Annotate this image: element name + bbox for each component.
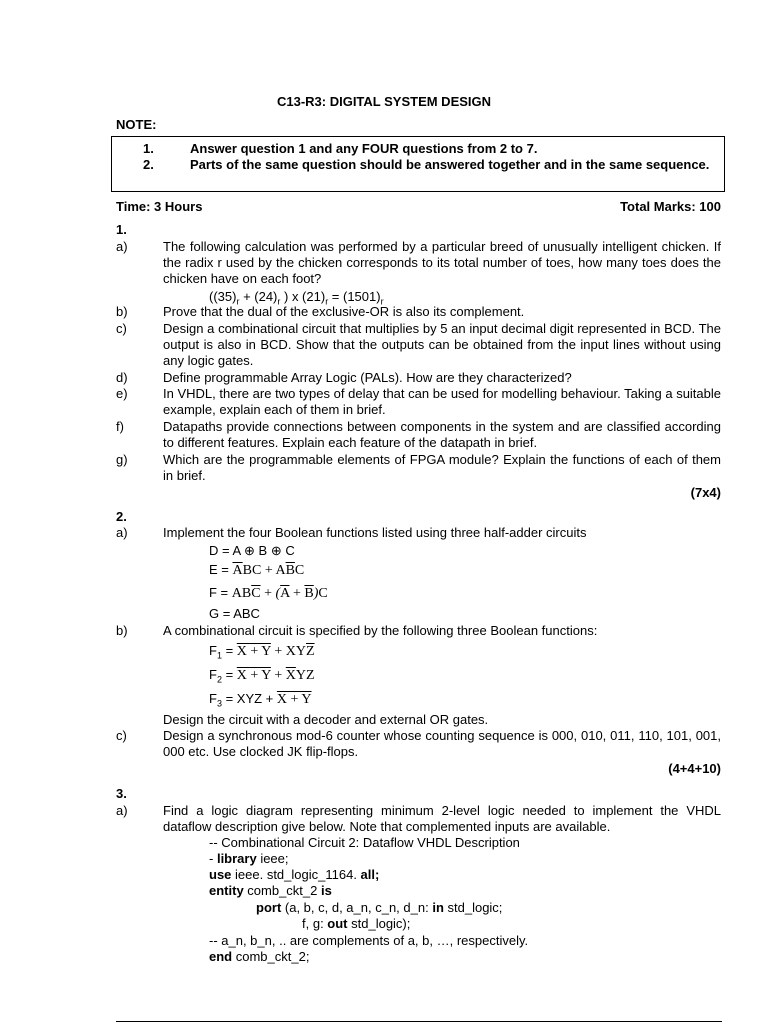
- eq-G: G = ABC: [209, 606, 260, 621]
- q2-c-label: c): [116, 728, 127, 743]
- code-line-3: use ieee. std_logic_1164. all;: [209, 867, 380, 882]
- q2-a-text: Implement the four Boolean functions listed using three half-adder circuits: [163, 525, 587, 540]
- note-num-2: 2.: [143, 157, 154, 172]
- code-line-7: -- a_n, b_n, .. are complements of a, b, …, respectively.: [209, 933, 529, 948]
- q1-e-label: e): [116, 386, 128, 401]
- eq-D: D = A ⊕ B ⊕ C: [209, 543, 295, 558]
- q1-a-text: The following calculation was performed by a particular breed of unusually intelligent chicken. If the radix r used by the chicken corresponds to its total number of toes, how many toes does the chicken have on each foot?: [163, 239, 721, 286]
- note-text-1: Answer question 1 and any FOUR questions from 2 to 7.: [190, 141, 538, 156]
- q1-a-equation: ($(35)_r + (24)_r$ ) x $(21)_r = (1501)_r$: [209, 289, 384, 307]
- q3-a-label: a): [116, 803, 128, 818]
- q2-a-label: a): [116, 525, 128, 540]
- q2-marks: (4+4+10): [668, 761, 721, 776]
- q1-f-text: Datapaths provide connections between components in the system and are classified according to different features. Explain each feature of the datapath in brief.: [163, 419, 721, 450]
- code-line-6: f, g: out std_logic);: [302, 916, 411, 931]
- q1-number: 1.: [116, 222, 127, 237]
- q1-a-label: a): [116, 239, 128, 254]
- code-line-1: -- Combinational Circuit 2: Dataflow VHDL Description: [209, 835, 520, 850]
- note-text-2: Parts of the same question should be answered together and in the same sequence.: [190, 157, 710, 172]
- code-line-5: port (a, b, c, d, a_n, c_n, d_n: in std_logic;: [256, 900, 503, 915]
- q1-b-label: b): [116, 304, 128, 319]
- q1-marks: (7x4): [690, 485, 721, 500]
- q1-e-text: In VHDL, there are two types of delay that can be used for modelling behaviour. Taking a suitable example, explain each of them in brief.: [163, 386, 721, 417]
- q3-number: 3.: [116, 786, 127, 801]
- q2-b-text: A combinational circuit is specified by the following three Boolean functions:: [163, 623, 598, 638]
- time-label: Time: 3 Hours: [116, 199, 203, 214]
- q3-a-text: Find a logic diagram representing minimum 2-level logic needed to implement the VHDL dataflow description give below. Note that complemented inputs are available.: [163, 803, 721, 834]
- eq-F2: $F_2 = X + Y + \overline{X}YZ$: [209, 667, 315, 685]
- code-line-2: - library ieee;: [209, 851, 289, 866]
- q1-c-label: c): [116, 321, 127, 336]
- code-line-4: entity comb_ckt_2 is: [209, 883, 332, 898]
- q1-f-label: f): [116, 419, 124, 434]
- code-line-8: end comb_ckt_2;: [209, 949, 310, 964]
- q2-b-text2: Design the circuit with a decoder and external OR gates.: [163, 712, 489, 727]
- note-heading: NOTE:: [116, 117, 157, 132]
- eq-F3: $F_3$ = XYZ + X + Y: [209, 691, 312, 709]
- q1-b-text: Prove that the dual of the exclusive-OR is also its complement.: [163, 304, 525, 319]
- q2-c-text: Design a synchronous mod-6 counter whose counting sequence is 000, 010, 011, 110, 101, 001, 000 etc. Use clocked JK flip-flops.: [163, 728, 721, 759]
- q1-d-text: Define programmable Array Logic (PALs). How are they characterized?: [163, 370, 572, 385]
- q1-c-text: Design a combinational circuit that multiplies by 5 an input decimal digit represented in BCD. The output is also in BCD. Show that the outputs can be obtained from the input lines without using any logic gates.: [163, 321, 721, 368]
- q1-g-label: g): [116, 452, 128, 467]
- eq-E: $E = \overline{A}BC + A\overline{B}C$: [209, 562, 305, 578]
- page-title: C13-R3: DIGITAL SYSTEM DESIGN: [276, 94, 492, 109]
- note-num-1: 1.: [143, 141, 154, 156]
- q1-d-label: d): [116, 370, 128, 385]
- q1-g-text: Which are the programmable elements of FPGA module? Explain the functions of each of them in brief.: [163, 452, 721, 483]
- q2-number: 2.: [116, 509, 127, 524]
- footer-rule: [116, 1021, 722, 1022]
- total-marks: Total Marks: 100: [620, 199, 721, 214]
- eq-F1: $F_1 = X + Y + XY\overline{Z}$: [209, 643, 315, 661]
- q2-b-label: b): [116, 623, 128, 638]
- eq-F: $F = AB\overline{C} + (\overline{A} + \overline{B})C$: [209, 585, 328, 601]
